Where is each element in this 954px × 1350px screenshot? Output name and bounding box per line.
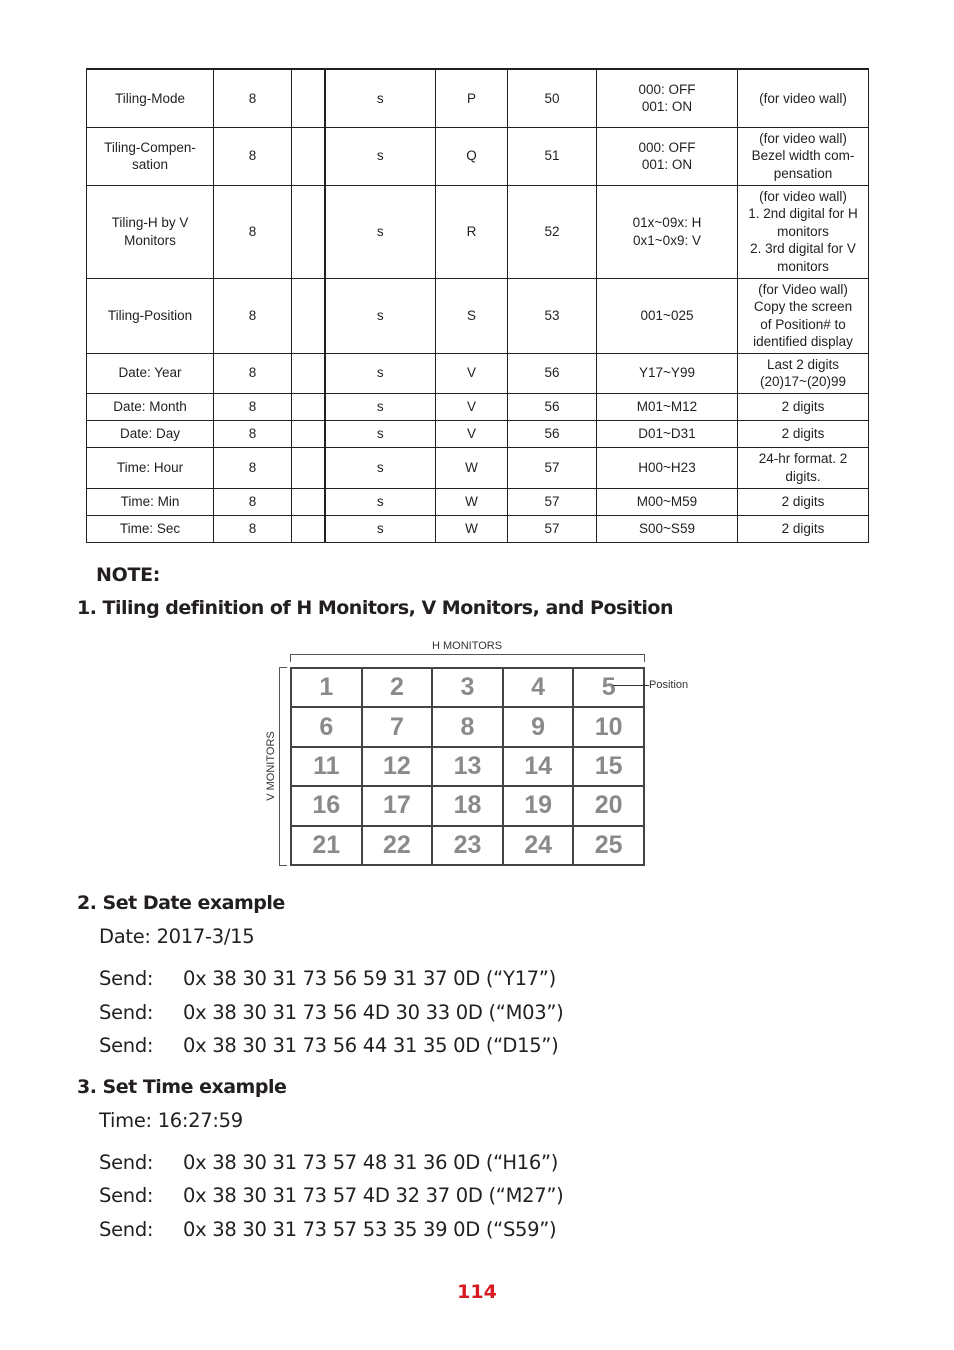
cell-text: 8 (248, 90, 257, 106)
command-type-cell (325, 488, 436, 515)
cell-text: digits. (785, 468, 821, 484)
monitor-cell: 10 (573, 707, 644, 746)
page-number: 114 (457, 1281, 497, 1303)
cell-text: Copy the screen (753, 299, 853, 314)
id-cell (292, 393, 325, 420)
comment-cell (738, 185, 869, 278)
cell-text: 2. 3rd digital for V (750, 241, 856, 257)
value-range-cell (597, 393, 738, 420)
cell-text: 8 (248, 425, 257, 441)
length-cell (214, 447, 292, 488)
length-cell (214, 185, 292, 278)
id-cell (292, 353, 325, 393)
command-type-cell (325, 447, 436, 488)
monitor-cell: 5 (573, 668, 644, 707)
value-range-cell (597, 420, 738, 447)
command-code-cell (436, 278, 508, 353)
cell-text: monitors (777, 258, 829, 274)
command-type-cell (325, 69, 436, 127)
send-label: Send: (99, 1034, 154, 1057)
monitor-cell: 9 (503, 707, 574, 746)
table-row (87, 447, 869, 488)
command-code-cell (436, 185, 508, 278)
monitor-cell: 17 (362, 786, 433, 825)
monitor-cell: 11 (291, 747, 362, 786)
comment-cell (738, 353, 869, 393)
cell-text: s (376, 148, 384, 164)
command-type-cell (325, 127, 436, 185)
table-row (87, 127, 869, 185)
cell-text: Tiling-Position (107, 307, 193, 323)
command-name-cell (87, 127, 214, 185)
cell-text: 2 digits (781, 398, 825, 414)
cell-text: Bezel width com- (751, 148, 855, 164)
cell-text: (for Video wall) (758, 281, 848, 297)
cell-text: s (376, 459, 384, 475)
cell-text: Date: Month (113, 398, 187, 414)
command-type-cell (325, 278, 436, 353)
monitor-cell: 13 (432, 747, 503, 786)
hex-code-cell (508, 278, 597, 353)
table-row (87, 488, 869, 515)
monitor-grid (290, 667, 645, 866)
cell-text: D01~D31 (638, 425, 696, 441)
command-type-cell (325, 353, 436, 393)
value-range-cell (597, 127, 738, 185)
cell-text: 8 (248, 307, 257, 323)
monitor-cell: 24 (503, 826, 574, 865)
cell-text: Time: Min (120, 493, 180, 509)
cell-text: Tiling-Compen- (104, 139, 196, 155)
cell-text: 2 digits (781, 493, 825, 509)
command-type-cell (325, 420, 436, 447)
cell-text: Date: Day (119, 425, 181, 441)
cell-text: s (376, 398, 384, 414)
cell-text: (for video wall) (759, 90, 847, 106)
cell-text: W (465, 459, 478, 475)
id-cell (292, 185, 325, 278)
hex-code-cell (508, 420, 597, 447)
cell-text: V (466, 365, 476, 381)
cell-text: 57 (544, 520, 560, 536)
cell-text: 001: ON (641, 157, 693, 172)
cell-text: 000: OFF (638, 139, 696, 155)
send-label: Send: (99, 967, 154, 990)
comment-cell (738, 127, 869, 185)
id-cell (292, 420, 325, 447)
monitor-cell: 14 (503, 747, 574, 786)
send-code: 0x 38 30 31 73 56 4D 30 33 0D (“M03”) (183, 1001, 564, 1024)
monitor-cell: 3 (432, 668, 503, 707)
send-label: Send: (99, 1218, 154, 1241)
send-code: 0x 38 30 31 73 56 44 31 35 0D (“D15”) (183, 1034, 559, 1057)
hex-code-cell (508, 353, 597, 393)
cell-text: Date: Year (118, 365, 182, 381)
cell-text: Y17~Y99 (639, 365, 695, 381)
cell-text: (for video wall) (759, 188, 847, 204)
send-label: Send: (99, 1151, 154, 1174)
cell-text: M00~M59 (636, 493, 698, 509)
send-code: 0x 38 30 31 73 56 59 31 37 0D (“Y17”) (183, 967, 556, 990)
position-label: Position (649, 679, 689, 691)
monitor-cell: 22 (362, 826, 433, 865)
command-code-cell (436, 420, 508, 447)
hex-code-cell (508, 488, 597, 515)
table-row (87, 420, 869, 447)
cell-text: 1. 2nd digital for H (748, 206, 858, 222)
cell-text: s (376, 365, 384, 381)
hex-code-cell (508, 393, 597, 420)
send-label: Send: (99, 1001, 154, 1024)
cell-text: 57 (544, 459, 560, 475)
cell-text: s (376, 425, 384, 441)
comment-cell (738, 69, 869, 127)
hex-code-cell (508, 69, 597, 127)
value-range-cell (597, 278, 738, 353)
table-row (87, 278, 869, 353)
cell-text: R (466, 223, 477, 239)
send-code: 0x 38 30 31 73 57 4D 32 37 0D (“M27”) (183, 1184, 564, 1207)
table-row (87, 69, 869, 127)
command-code-cell (436, 127, 508, 185)
command-code-cell (436, 353, 508, 393)
command-name-cell (87, 393, 214, 420)
cell-text: (20)17~(20)99 (760, 374, 846, 389)
value-range-cell (597, 185, 738, 278)
monitor-cell: 16 (291, 786, 362, 825)
cell-text: 8 (248, 365, 257, 381)
cell-text: Tiling-H by V (111, 215, 189, 230)
command-code-cell (436, 393, 508, 420)
cell-text: V (466, 425, 476, 441)
date-example-line: Date: 2017-3/15 (99, 925, 255, 948)
command-code-cell (436, 69, 508, 127)
id-cell (292, 278, 325, 353)
command-name-cell (87, 488, 214, 515)
value-range-cell (597, 447, 738, 488)
monitor-cell: 4 (503, 668, 574, 707)
tiling-diagram (258, 634, 708, 870)
comment-cell (738, 447, 869, 488)
send-code: 0x 38 30 31 73 57 48 31 36 0D (“H16”) (183, 1151, 559, 1174)
command-name-cell (87, 515, 214, 542)
cell-text: s (376, 493, 384, 509)
cell-text: 8 (248, 459, 257, 475)
cell-text: H00~H23 (638, 459, 696, 475)
id-cell (292, 447, 325, 488)
cell-text: s (376, 223, 384, 239)
cell-text: 2 digits (781, 520, 825, 536)
cell-text: 01x~09x: H (632, 215, 702, 230)
tiling-definition-heading: 1. Tiling definition of H Monitors, V Monitors, and Position (77, 597, 673, 619)
cell-text: monitors (777, 223, 829, 239)
id-cell (292, 515, 325, 542)
command-type-cell (325, 515, 436, 542)
command-code-cell (436, 447, 508, 488)
comment-cell (738, 515, 869, 542)
id-cell (292, 127, 325, 185)
cell-text: 2 digits (781, 425, 825, 441)
v-monitors-bracket (279, 667, 287, 866)
cell-text: s (376, 520, 384, 536)
cell-text: Time: Hour (116, 459, 184, 475)
monitor-cell: 6 (291, 707, 362, 746)
cell-text: Q (466, 148, 477, 164)
cell-text: 8 (248, 148, 257, 164)
cell-text: 8 (248, 223, 257, 239)
value-range-cell (597, 69, 738, 127)
monitor-cell: 23 (432, 826, 503, 865)
send-code: 0x 38 30 31 73 57 53 35 39 0D (“S59”) (183, 1218, 557, 1241)
value-range-cell (597, 353, 738, 393)
cell-text: identified display (753, 334, 853, 349)
monitor-cell: 15 (573, 747, 644, 786)
hex-code-cell (508, 515, 597, 542)
cell-text: M01~M12 (636, 398, 698, 414)
date-example-heading: 2. Set Date example (77, 892, 285, 914)
length-cell (214, 127, 292, 185)
cell-text: sation (131, 157, 169, 172)
cell-text: 001~025 (640, 307, 694, 323)
cell-text: P (466, 90, 476, 106)
hex-code-cell (508, 185, 597, 278)
cell-text: 8 (248, 493, 257, 509)
cell-text: 56 (544, 398, 560, 414)
length-cell (214, 420, 292, 447)
send-label: Send: (99, 1184, 154, 1207)
monitor-cell: 20 (573, 786, 644, 825)
cell-text: 8 (248, 520, 257, 536)
cell-text: 000: OFF (638, 81, 696, 97)
monitor-cell: 7 (362, 707, 433, 746)
cell-text: pensation (773, 165, 833, 181)
cell-text: W (465, 493, 478, 509)
cell-text: S (466, 307, 476, 323)
hex-code-cell (508, 447, 597, 488)
cell-text: (for video wall) (759, 130, 847, 146)
hex-code-cell (508, 127, 597, 185)
value-range-cell (597, 515, 738, 542)
note-heading: NOTE: (96, 564, 161, 586)
length-cell (214, 488, 292, 515)
id-cell (292, 69, 325, 127)
cell-text: Monitors (124, 232, 176, 248)
h-monitors-label: H MONITORS (432, 640, 503, 652)
cell-text: 0x1~0x9: V (633, 232, 701, 248)
monitor-cell: 25 (573, 826, 644, 865)
command-name-cell (87, 278, 214, 353)
cell-text: 24-hr format. 2 (758, 451, 848, 466)
monitor-cell: 8 (432, 707, 503, 746)
cell-text: Time: Sec (119, 520, 181, 536)
cell-text: 51 (544, 148, 560, 164)
cell-text: V (466, 398, 476, 414)
cell-text: 53 (544, 307, 560, 323)
command-type-cell (325, 393, 436, 420)
cell-text: 001: ON (641, 99, 693, 115)
monitor-cell: 1 (291, 668, 362, 707)
value-range-cell (597, 488, 738, 515)
comment-cell (738, 488, 869, 515)
command-code-cell (436, 515, 508, 542)
position-leader-line (613, 685, 649, 686)
length-cell (214, 353, 292, 393)
command-name-cell (87, 447, 214, 488)
command-type-cell (325, 185, 436, 278)
table-row (87, 185, 869, 278)
comment-cell (738, 393, 869, 420)
length-cell (214, 515, 292, 542)
time-example-line: Time: 16:27:59 (99, 1109, 243, 1132)
time-example-heading: 3. Set Time example (77, 1076, 287, 1098)
cell-text: Last 2 digits (766, 356, 840, 372)
cell-text: 52 (544, 223, 560, 239)
command-name-cell (87, 69, 214, 127)
cell-text: s (376, 90, 384, 106)
length-cell (214, 278, 292, 353)
cell-text: 56 (544, 365, 560, 381)
cell-text: Tiling-Mode (114, 90, 186, 106)
cell-text: W (465, 520, 478, 536)
cell-text: of Position# to (760, 316, 846, 332)
cell-text: 50 (544, 90, 560, 106)
cell-text: 56 (544, 425, 560, 441)
monitor-cell: 12 (362, 747, 433, 786)
monitor-cell: 2 (362, 668, 433, 707)
cell-text: S00~S59 (639, 520, 695, 536)
table-row (87, 353, 869, 393)
monitor-cell: 18 (432, 786, 503, 825)
h-monitors-bracket (290, 654, 645, 662)
table-row (87, 393, 869, 420)
table-row (87, 515, 869, 542)
length-cell (214, 393, 292, 420)
v-monitors-label: V MONITORS (265, 731, 277, 801)
command-name-cell (87, 420, 214, 447)
id-cell (292, 488, 325, 515)
monitor-cell: 19 (503, 786, 574, 825)
length-cell (214, 69, 292, 127)
cell-text: 57 (544, 493, 560, 509)
cell-text: s (376, 307, 384, 323)
command-name-cell (87, 353, 214, 393)
monitor-cell: 21 (291, 826, 362, 865)
comment-cell (738, 420, 869, 447)
command-code-cell (436, 488, 508, 515)
command-table (86, 68, 869, 543)
comment-cell (738, 278, 869, 353)
command-name-cell (87, 185, 214, 278)
cell-text: 8 (248, 398, 257, 414)
